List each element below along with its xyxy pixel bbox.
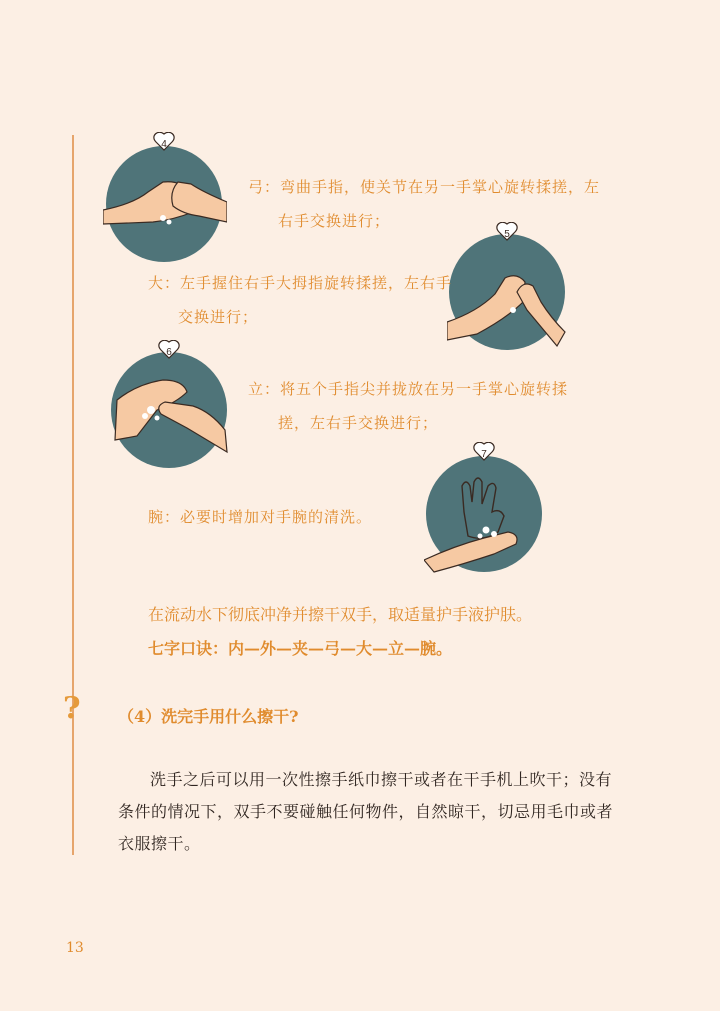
step-4-number: 4 [161,139,167,150]
summary-block [148,598,532,666]
step-5-text [148,266,452,334]
step-6-line1: 立：将五个手指尖并拢放在另一手掌心旋转揉 [248,380,569,398]
step-7-illustration [424,442,548,574]
step-6-illustration [107,340,231,472]
step-4-line1: 弓：弯曲手指，使关节在另一手掌心旋转揉搓，左 [248,178,601,196]
step-7-text [148,500,372,534]
rinse-instruction: 在流动水下彻底冲净并擦干双手，取适量护手液护肤。 [148,605,533,624]
step-4-line2: 右手交换进行； [278,212,391,230]
question-heading: （4）洗完手用什么擦干? [118,707,299,726]
step-5-illustration [447,222,571,352]
step-6-text [248,372,568,440]
answer-paragraph: 洗手之后可以用一次性擦手纸巾擦干或者在干手机上吹干；没有条件的情况下，双手不要碰触任何物件，自然晾干，切忌用毛巾或者衣服擦干。 [118,770,614,853]
page-number: 13 [66,940,84,956]
step-4-illustration [103,132,227,266]
step-7-line1: 腕：必要时增加对手腕的清洗。 [148,508,373,526]
step-7-number: 7 [481,449,487,460]
margin-rule [72,135,74,855]
step-6-line2: 搓，左右手交换进行； [278,414,439,432]
step-5-line1: 大：左手握住右手大拇指旋转揉搓，左右手 [148,274,453,292]
question-mark-icon: ? [63,691,81,726]
step-6-number: 6 [166,347,172,358]
step-5-number: 5 [504,229,510,240]
step-5-line2: 交换进行； [178,308,259,326]
seven-word-rhyme: 七字口诀：内—外—夹—弓—大—立—腕。 [148,639,453,658]
